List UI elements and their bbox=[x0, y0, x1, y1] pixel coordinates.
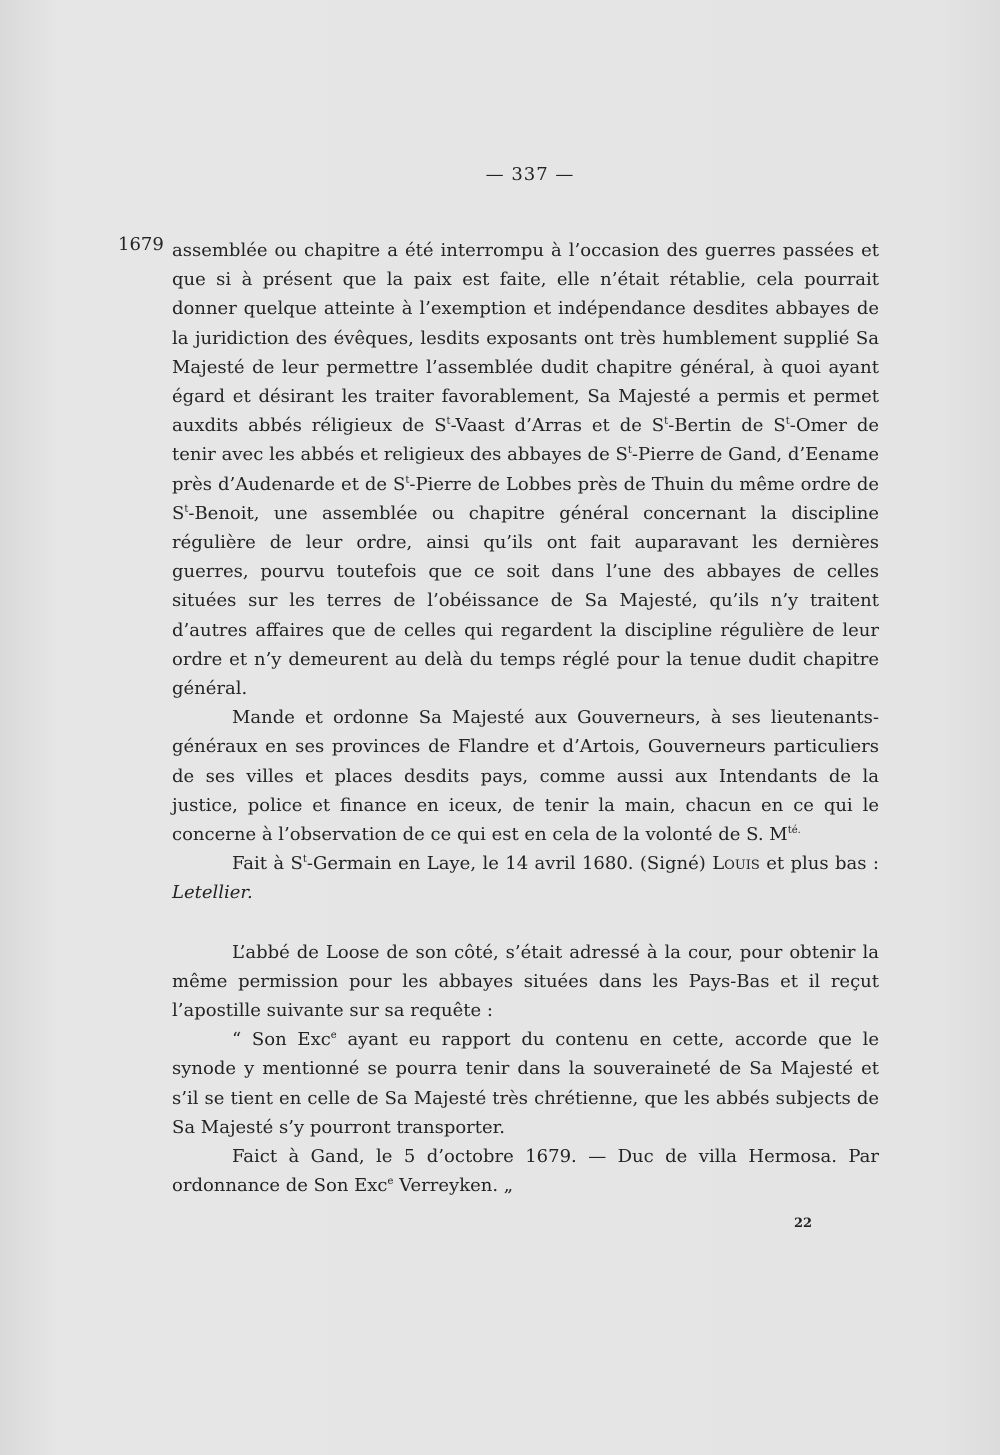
text-run: Mande et ordonne Sa Majesté aux Gouverneurs, à ses lieutenants-généraux en ses provinces de Flandre et d’Artois, Gouverneurs particuliers de ses villes et places desdits pays, comme aussi aux Intendants de la justice, police et finance en iceux, de tenir la main, chacun en ce qui le concerne à l’observation de ce qui est en cela de la volonté de S. M bbox=[172, 707, 879, 846]
text-run: assemblée ou chapitre a été interrompu à l’occasion des guerres passées et que si à présent que la paix est faite, elle n’était rétablie, cela pourrait donner quelque atteinte à l’exemption et indépendance desdites abbayes de la juridiction des évêques, lesdits exposants ont très humblement supplié Sa Majesté de leur permettre l’assemblée dudit chapitre général, à quoi ayant égard et désirant les traiter favorablement, Sa Majesté a permis et permet auxdits abbés réligieux de S bbox=[172, 240, 879, 437]
text-run: -Pierre de Gand, d’Eename près d’Audenarde et de S bbox=[172, 444, 879, 495]
superscript: t bbox=[446, 416, 451, 428]
paragraph-apostille bbox=[172, 1025, 879, 1142]
paragraph-signed bbox=[172, 849, 879, 907]
signature-mark: 22 bbox=[794, 1216, 813, 1231]
text-run: -Benoit, une assemblée ou chapitre général concernant la discipline régulière de leur ordre, ainsi qu’ils ont fait auparavant les dernières guerres, pourvu toutefois que ce soit dans l’une des abbayes de celles situées sur les terres de l’obéissance de Sa Majesté, qu’ils n’y traitent d’autres affaires que de celles qui regardent la discipline régulière de leur ordre et n’y demeurent au delà du temps réglé pour la tenue dudit chapitre général. bbox=[172, 502, 879, 700]
paragraph-royal-permission bbox=[172, 236, 879, 703]
superscript: té. bbox=[787, 825, 801, 837]
page-number: — 337 — bbox=[485, 164, 575, 185]
text-run: -Bertin de S bbox=[668, 415, 786, 437]
text-run: Faict à Gand, le 5 d’octobre 1679. — Duc de villa Hermosa. Par ordonnance de Son Exc bbox=[172, 1146, 879, 1197]
text-run: Fait à S bbox=[232, 853, 303, 875]
text-run: ayant eu rapport du contenu en cette, accorde que le synode y mentionné se pourra tenir dans la souveraineté de Sa Majesté et s’il se tient en celle de Sa Majesté très chrétienne, que les abbés subjects de Sa Majesté s’y pourront transporter. bbox=[172, 1029, 879, 1138]
superscript: t bbox=[405, 474, 410, 486]
superscript: t bbox=[184, 503, 189, 515]
text-run: “ Son Exc bbox=[232, 1029, 331, 1051]
countersignatory-name: Letellier. bbox=[172, 882, 253, 904]
text-run: -Omer de tenir avec les abbés et religieux des abbayes de S bbox=[172, 415, 879, 466]
margin-year-note: 1679 bbox=[118, 234, 164, 255]
paragraph-mandate bbox=[172, 703, 879, 849]
text-run: L’abbé de Loose de son côté, s’était adressé à la cour, pour obtenir la même permission pour les abbayes situées dans les Pays-Bas et il reçut l’apostille suivante sur sa requête : bbox=[172, 941, 879, 1022]
superscript: e bbox=[387, 1176, 394, 1188]
superscript: e bbox=[330, 1030, 337, 1042]
paragraph-dated-ghent bbox=[172, 1142, 879, 1200]
text-run: -Germain en Laye, le 14 avril 1680. (Signé) bbox=[306, 853, 713, 875]
text-run: -Pierre de Lobbes près de Thuin du même ordre de S bbox=[172, 473, 879, 524]
signatory-name: Louis bbox=[712, 853, 760, 875]
text-run: -Vaast d’Arras et de S bbox=[450, 415, 665, 437]
paragraph-abbe-de-loose bbox=[172, 938, 879, 1026]
superscript: t bbox=[664, 416, 669, 428]
superscript: t bbox=[302, 854, 307, 866]
text-run: Verreyken. „ bbox=[393, 1175, 514, 1197]
superscript: t bbox=[785, 416, 790, 428]
superscript: t bbox=[627, 445, 632, 457]
body-text bbox=[172, 236, 879, 1201]
text-run: et plus bas : bbox=[759, 853, 879, 875]
